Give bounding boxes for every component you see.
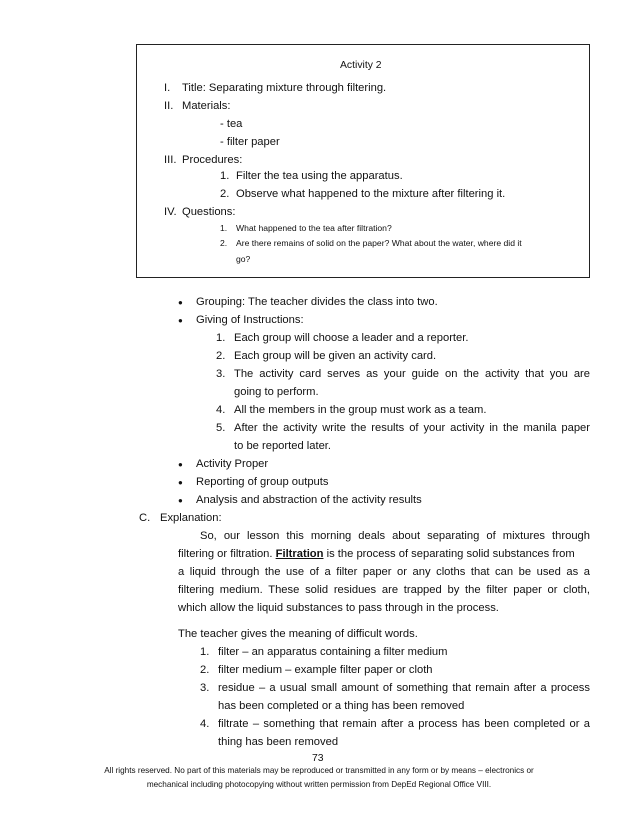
explanation-text: filtering or filtration. — [178, 548, 273, 560]
term-definition-continued: thing has been removed — [218, 736, 339, 748]
explanation-heading: Explanation: — [160, 512, 222, 524]
question-text: What happened to the tea after filtration? — [236, 223, 392, 233]
procedure-number: 2. — [220, 188, 230, 200]
explanation-line: filtering medium. These solid residues are trapped by the filter paper or cloth, — [178, 584, 590, 596]
materials-heading: Materials: — [182, 100, 231, 112]
explanation-line: So, our lesson this morning deals about separating of mixtures through — [200, 530, 590, 542]
bullet-item: Grouping: The teacher divides the class into two. — [196, 296, 438, 308]
activity-title: Title: Separating mixture through filtering. — [182, 82, 387, 94]
section-label: C. — [139, 512, 151, 524]
term-definition: filter – an apparatus containing a filter medium — [218, 646, 448, 658]
section-number: IV. — [164, 206, 177, 218]
filtration-term: Filtration — [275, 548, 324, 560]
instruction-text: Each group will choose a leader and a reporter. — [234, 332, 469, 344]
explanation-line — [178, 548, 575, 560]
instruction-text-continued: going to perform. — [234, 386, 319, 398]
term-number: 1. — [200, 646, 210, 658]
bullet-icon: ● — [178, 460, 183, 469]
question-text-continued: go? — [236, 254, 251, 264]
bullet-icon: ● — [178, 316, 183, 325]
question-text: Are there remains of solid on the paper? What about the water, where did it — [236, 238, 522, 248]
questions-heading: Questions: — [182, 206, 236, 218]
rights-notice: All rights reserved. No part of this materials may be reproduced or transmitted in any form or by means – electronics or — [104, 766, 534, 775]
instruction-number: 3. — [216, 368, 226, 380]
activity-heading: Activity 2 — [340, 60, 382, 71]
term-number: 2. — [200, 664, 210, 676]
bullet-item: Reporting of group outputs — [196, 476, 329, 488]
material-item: - tea — [220, 118, 243, 130]
instruction-text: All the members in the group must work as a team. — [234, 404, 487, 416]
section-number: I. — [164, 82, 171, 94]
material-item: - filter paper — [220, 136, 280, 148]
bullet-icon: ● — [178, 496, 183, 505]
page-number: 73 — [312, 753, 324, 764]
procedure-number: 1. — [220, 170, 230, 182]
bullet-icon: ● — [178, 478, 183, 487]
instruction-text: Each group will be given an activity card. — [234, 350, 437, 362]
explanation-line: a liquid through the use of a filter paper or any cloths that can be used as a — [178, 566, 590, 578]
bullet-item: Giving of Instructions: — [196, 314, 304, 326]
instruction-number: 1. — [216, 332, 226, 344]
bullet-icon: ● — [178, 298, 183, 307]
rights-notice: mechanical including photocopying without written permission from DepEd Regional Office VIII. — [146, 780, 492, 789]
bullet-item: Activity Proper — [196, 458, 269, 470]
instruction-text: After the activity write the results of your activity in the manila paper — [234, 422, 590, 434]
instruction-number: 4. — [216, 404, 226, 416]
instruction-number: 5. — [216, 422, 226, 434]
instruction-number: 2. — [216, 350, 226, 362]
question-number: 2. — [220, 238, 228, 248]
section-number: III. — [164, 154, 177, 166]
question-number: 1. — [220, 223, 228, 233]
explanation-text: is the process of separating solid substances from — [326, 548, 575, 560]
instruction-text: The activity card serves as your guide on the activity that you are — [234, 368, 590, 380]
terms-intro: The teacher gives the meaning of difficult words. — [178, 628, 418, 640]
procedure-step: Filter the tea using the apparatus. — [236, 170, 403, 182]
procedures-heading: Procedures: — [182, 154, 243, 166]
procedure-step: Observe what happened to the mixture after filtering it. — [236, 188, 506, 200]
term-definition-continued: has been completed or a thing has been removed — [218, 700, 465, 712]
term-number: 4. — [200, 718, 210, 730]
term-definition: filtrate – something that remain after a process has been completed or a — [218, 718, 590, 730]
explanation-line: which allow the liquid substances to pass through in the process. — [178, 602, 499, 614]
term-definition: residue – a usual small amount of something that remain after a process — [218, 682, 590, 694]
term-number: 3. — [200, 682, 210, 694]
section-number: II. — [164, 100, 174, 112]
instruction-text-continued: to be reported later. — [234, 440, 332, 452]
term-definition: filter medium – example filter paper or cloth — [218, 664, 433, 676]
bullet-item: Analysis and abstraction of the activity results — [196, 494, 422, 506]
